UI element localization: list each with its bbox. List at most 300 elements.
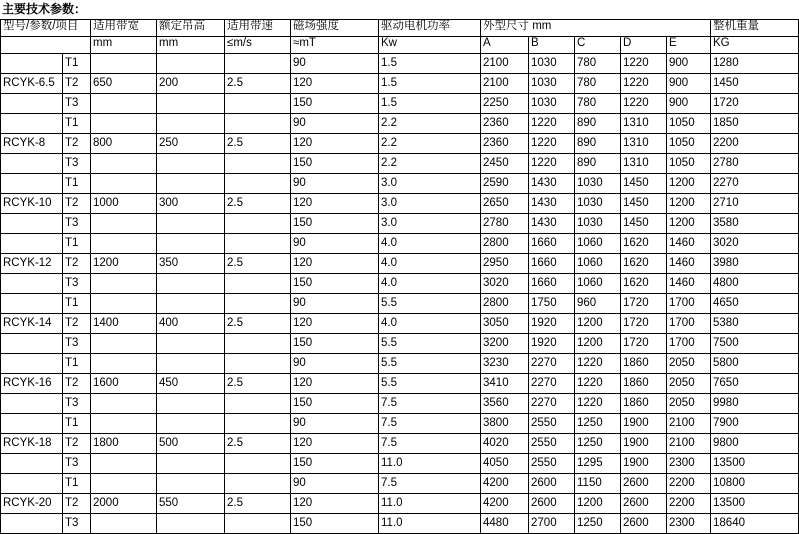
cell-dimension-b: 1430 [529, 174, 575, 194]
cell-dimension-a: 3230 [481, 354, 529, 374]
cell-dimension-a: 3020 [481, 274, 529, 294]
cell-type: T2 [63, 134, 91, 154]
cell-motor-power: 3.0 [379, 214, 481, 234]
cell-motor-power: 5.5 [379, 334, 481, 354]
cell-dimension-a: 2100 [481, 54, 529, 74]
cell-dimension-e: 2200 [667, 474, 711, 494]
cell-total-weight: 5800 [711, 354, 799, 374]
cell-belt-width-blank [91, 234, 157, 254]
cell-lift-height-blank [157, 114, 225, 134]
cell-magnetic-strength: 120 [291, 74, 379, 94]
cell-dimension-a: 2360 [481, 114, 529, 134]
table-row [1, 494, 799, 514]
cell-model-blank [1, 474, 63, 494]
cell-dimension-b: 1220 [529, 114, 575, 134]
cell-dimension-c: 1220 [575, 374, 621, 394]
cell-dimension-a: 2450 [481, 154, 529, 174]
cell-dimension-a: 2250 [481, 94, 529, 114]
cell-dimension-b: 1660 [529, 234, 575, 254]
cell-lift-height: 300 [157, 194, 225, 214]
header-magnetic-strength: 磁场强度 [291, 20, 379, 37]
cell-type: T2 [63, 494, 91, 514]
cell-dimension-a: 4050 [481, 454, 529, 474]
cell-dimension-c: 1200 [575, 494, 621, 514]
cell-dimension-a: 2800 [481, 234, 529, 254]
cell-magnetic-strength: 120 [291, 434, 379, 454]
header-magnetic-strength-units: ≈mT [291, 37, 379, 54]
table-row [1, 154, 799, 174]
table-row [1, 434, 799, 454]
cell-type: T3 [63, 454, 91, 474]
cell-lift-height: 200 [157, 74, 225, 94]
cell-total-weight: 2270 [711, 174, 799, 194]
cell-belt-speed-blank [225, 414, 291, 434]
table-row [1, 374, 799, 394]
cell-lift-height-blank [157, 274, 225, 294]
table-row [1, 274, 799, 294]
cell-lift-height-blank [157, 174, 225, 194]
cell-dimension-d: 1220 [621, 54, 667, 74]
table-row [1, 134, 799, 154]
cell-model: RCYK-6.5 [1, 74, 63, 94]
cell-dimension-d: 1450 [621, 174, 667, 194]
cell-belt-width-blank [91, 354, 157, 374]
cell-magnetic-strength: 90 [291, 474, 379, 494]
cell-motor-power: 2.2 [379, 114, 481, 134]
cell-total-weight: 13500 [711, 494, 799, 514]
cell-dimension-e: 1200 [667, 194, 711, 214]
cell-dimension-d: 1620 [621, 234, 667, 254]
table-row [1, 414, 799, 434]
cell-model-blank [1, 214, 63, 234]
cell-lift-height: 500 [157, 434, 225, 454]
table-header-row-primary [1, 20, 799, 37]
cell-type: T2 [63, 74, 91, 94]
cell-lift-height: 450 [157, 374, 225, 394]
cell-belt-speed: 2.5 [225, 74, 291, 94]
cell-dimension-b: 2700 [529, 514, 575, 534]
cell-motor-power: 11.0 [379, 454, 481, 474]
cell-belt-width-blank [91, 94, 157, 114]
header-lift-height: 额定吊高 [157, 20, 225, 37]
cell-motor-power: 4.0 [379, 274, 481, 294]
cell-model: RCYK-20 [1, 494, 63, 514]
cell-motor-power: 4.0 [379, 314, 481, 334]
cell-dimension-e: 2050 [667, 374, 711, 394]
cell-magnetic-strength: 150 [291, 334, 379, 354]
cell-lift-height-blank [157, 234, 225, 254]
cell-motor-power: 2.2 [379, 154, 481, 174]
cell-motor-power: 7.5 [379, 414, 481, 434]
cell-model-blank [1, 454, 63, 474]
cell-dimension-a: 2100 [481, 74, 529, 94]
cell-dimension-c: 1250 [575, 414, 621, 434]
cell-dimension-c: 1250 [575, 434, 621, 454]
cell-dimension-e: 2050 [667, 394, 711, 414]
cell-model: RCYK-14 [1, 314, 63, 334]
cell-dimension-c: 960 [575, 294, 621, 314]
cell-belt-speed-blank [225, 454, 291, 474]
cell-dimension-a: 2360 [481, 134, 529, 154]
cell-total-weight: 3980 [711, 254, 799, 274]
cell-dimension-b: 1220 [529, 134, 575, 154]
cell-belt-width: 2000 [91, 494, 157, 514]
cell-belt-width-blank [91, 334, 157, 354]
table-row [1, 314, 799, 334]
cell-dimension-d: 1220 [621, 94, 667, 114]
cell-dimension-a: 2800 [481, 294, 529, 314]
cell-magnetic-strength: 150 [291, 214, 379, 234]
cell-dimension-e: 1700 [667, 334, 711, 354]
cell-belt-speed-blank [225, 354, 291, 374]
table-row [1, 74, 799, 94]
cell-total-weight: 1720 [711, 94, 799, 114]
cell-dimension-b: 2270 [529, 394, 575, 414]
cell-dimension-d: 1310 [621, 134, 667, 154]
cell-total-weight: 9800 [711, 434, 799, 454]
cell-dimension-c: 1295 [575, 454, 621, 474]
table-row [1, 334, 799, 354]
cell-lift-height-blank [157, 214, 225, 234]
cell-motor-power: 1.5 [379, 74, 481, 94]
cell-dimension-b: 1030 [529, 74, 575, 94]
table-row [1, 254, 799, 274]
cell-magnetic-strength: 90 [291, 54, 379, 74]
cell-model-blank [1, 334, 63, 354]
cell-belt-speed-blank [225, 234, 291, 254]
cell-model: RCYK-12 [1, 254, 63, 274]
header-model-units [1, 37, 91, 54]
cell-dimension-a: 3800 [481, 414, 529, 434]
cell-model-blank [1, 294, 63, 314]
cell-type: T3 [63, 154, 91, 174]
cell-magnetic-strength: 90 [291, 294, 379, 314]
cell-belt-speed-blank [225, 114, 291, 134]
cell-model-blank [1, 174, 63, 194]
cell-total-weight: 3580 [711, 214, 799, 234]
cell-motor-power: 1.5 [379, 54, 481, 74]
cell-dimension-d: 1720 [621, 314, 667, 334]
cell-dimension-c: 1060 [575, 274, 621, 294]
cell-motor-power: 4.0 [379, 254, 481, 274]
cell-dimension-b: 2600 [529, 474, 575, 494]
cell-lift-height-blank [157, 54, 225, 74]
cell-belt-speed: 2.5 [225, 134, 291, 154]
cell-magnetic-strength: 90 [291, 114, 379, 134]
cell-dimension-a: 2950 [481, 254, 529, 274]
cell-total-weight: 1850 [711, 114, 799, 134]
cell-dimension-b: 1220 [529, 154, 575, 174]
cell-belt-speed-blank [225, 54, 291, 74]
cell-model-blank [1, 514, 63, 534]
cell-total-weight: 1280 [711, 54, 799, 74]
cell-model: RCYK-8 [1, 134, 63, 154]
cell-motor-power: 5.5 [379, 374, 481, 394]
table-row [1, 454, 799, 474]
header-motor-power-units: Kw [379, 37, 481, 54]
cell-total-weight: 2710 [711, 194, 799, 214]
cell-magnetic-strength: 150 [291, 274, 379, 294]
cell-dimension-b: 2270 [529, 374, 575, 394]
cell-magnetic-strength: 90 [291, 354, 379, 374]
cell-belt-speed-blank [225, 154, 291, 174]
cell-total-weight: 13500 [711, 454, 799, 474]
cell-total-weight: 4800 [711, 274, 799, 294]
cell-belt-speed-blank [225, 394, 291, 414]
cell-dimension-d: 1900 [621, 414, 667, 434]
cell-belt-width: 1800 [91, 434, 157, 454]
cell-magnetic-strength: 150 [291, 454, 379, 474]
cell-dimension-b: 1920 [529, 334, 575, 354]
cell-dimension-e: 2300 [667, 514, 711, 534]
cell-type: T2 [63, 374, 91, 394]
cell-belt-width: 650 [91, 74, 157, 94]
cell-model-blank [1, 354, 63, 374]
cell-model: RCYK-16 [1, 374, 63, 394]
cell-belt-speed: 2.5 [225, 434, 291, 454]
table-row [1, 94, 799, 114]
cell-magnetic-strength: 150 [291, 514, 379, 534]
cell-motor-power: 2.2 [379, 134, 481, 154]
cell-motor-power: 7.5 [379, 394, 481, 414]
cell-total-weight: 4650 [711, 294, 799, 314]
cell-lift-height-blank [157, 354, 225, 374]
cell-type: T1 [63, 414, 91, 434]
cell-belt-width: 800 [91, 134, 157, 154]
cell-dimension-e: 1050 [667, 134, 711, 154]
cell-model-blank [1, 234, 63, 254]
cell-total-weight: 3020 [711, 234, 799, 254]
cell-type: T2 [63, 254, 91, 274]
cell-type: T1 [63, 294, 91, 314]
cell-belt-width-blank [91, 114, 157, 134]
cell-motor-power: 11.0 [379, 494, 481, 514]
cell-magnetic-strength: 150 [291, 154, 379, 174]
header-dimensions-group: 外型尺寸 mm [481, 20, 711, 37]
header-dimension-e: E [667, 37, 711, 54]
cell-model: RCYK-10 [1, 194, 63, 214]
cell-belt-width-blank [91, 294, 157, 314]
cell-dimension-a: 3410 [481, 374, 529, 394]
cell-belt-speed: 2.5 [225, 494, 291, 514]
cell-dimension-c: 780 [575, 94, 621, 114]
table-row [1, 174, 799, 194]
header-belt-width-units: mm [91, 37, 157, 54]
header-dimension-c: C [575, 37, 621, 54]
cell-motor-power: 1.5 [379, 94, 481, 114]
cell-dimension-b: 2550 [529, 434, 575, 454]
cell-dimension-e: 1700 [667, 314, 711, 334]
header-belt-speed: 适用带速 [225, 20, 291, 37]
cell-total-weight: 1450 [711, 74, 799, 94]
cell-dimension-d: 1720 [621, 294, 667, 314]
cell-dimension-c: 780 [575, 74, 621, 94]
cell-total-weight: 9980 [711, 394, 799, 414]
cell-dimension-d: 1900 [621, 454, 667, 474]
cell-type: T3 [63, 334, 91, 354]
cell-belt-width-blank [91, 474, 157, 494]
header-belt-width: 适用带宽 [91, 20, 157, 37]
cell-magnetic-strength: 120 [291, 194, 379, 214]
cell-magnetic-strength: 120 [291, 134, 379, 154]
cell-type: T3 [63, 214, 91, 234]
cell-lift-height-blank [157, 334, 225, 354]
cell-type: T1 [63, 234, 91, 254]
cell-dimension-c: 890 [575, 134, 621, 154]
cell-dimension-c: 780 [575, 54, 621, 74]
cell-motor-power: 3.0 [379, 194, 481, 214]
cell-dimension-c: 890 [575, 114, 621, 134]
cell-dimension-e: 2100 [667, 414, 711, 434]
cell-dimension-e: 900 [667, 74, 711, 94]
cell-belt-speed: 2.5 [225, 254, 291, 274]
cell-total-weight: 2780 [711, 154, 799, 174]
cell-dimension-c: 1220 [575, 394, 621, 414]
cell-belt-width-blank [91, 154, 157, 174]
cell-model-blank [1, 54, 63, 74]
cell-total-weight: 7500 [711, 334, 799, 354]
cell-dimension-c: 1200 [575, 314, 621, 334]
cell-belt-width: 1000 [91, 194, 157, 214]
cell-motor-power: 5.5 [379, 354, 481, 374]
cell-dimension-e: 1050 [667, 114, 711, 134]
cell-belt-speed-blank [225, 214, 291, 234]
cell-dimension-d: 1220 [621, 74, 667, 94]
cell-dimension-c: 1030 [575, 214, 621, 234]
cell-magnetic-strength: 90 [291, 234, 379, 254]
table-row [1, 354, 799, 374]
page-title: 主要技术参数： [2, 2, 87, 16]
cell-type: T1 [63, 54, 91, 74]
cell-model-blank [1, 414, 63, 434]
cell-dimension-c: 1220 [575, 354, 621, 374]
cell-dimension-d: 1620 [621, 274, 667, 294]
cell-dimension-c: 1200 [575, 334, 621, 354]
cell-type: T2 [63, 434, 91, 454]
cell-lift-height-blank [157, 514, 225, 534]
cell-dimension-d: 1900 [621, 434, 667, 454]
cell-dimension-b: 1430 [529, 194, 575, 214]
cell-magnetic-strength: 120 [291, 494, 379, 514]
cell-dimension-e: 1460 [667, 234, 711, 254]
cell-total-weight: 2200 [711, 134, 799, 154]
cell-magnetic-strength: 120 [291, 314, 379, 334]
cell-magnetic-strength: 150 [291, 94, 379, 114]
cell-model: RCYK-18 [1, 434, 63, 454]
cell-lift-height: 400 [157, 314, 225, 334]
cell-motor-power: 7.5 [379, 474, 481, 494]
cell-belt-width: 1600 [91, 374, 157, 394]
cell-lift-height-blank [157, 414, 225, 434]
table-row [1, 234, 799, 254]
cell-belt-width-blank [91, 514, 157, 534]
cell-lift-height-blank [157, 394, 225, 414]
cell-type: T1 [63, 354, 91, 374]
cell-lift-height-blank [157, 94, 225, 114]
cell-dimension-a: 3560 [481, 394, 529, 414]
cell-dimension-e: 2300 [667, 454, 711, 474]
cell-dimension-e: 2100 [667, 434, 711, 454]
cell-lift-height: 350 [157, 254, 225, 274]
header-model: 型号/参数/项目 [1, 20, 91, 37]
cell-motor-power: 3.0 [379, 174, 481, 194]
cell-dimension-c: 1060 [575, 254, 621, 274]
cell-dimension-e: 1700 [667, 294, 711, 314]
table-row [1, 514, 799, 534]
cell-motor-power: 4.0 [379, 234, 481, 254]
cell-model-blank [1, 274, 63, 294]
header-total-weight: 整机重量 [711, 20, 799, 37]
cell-dimension-d: 2600 [621, 494, 667, 514]
cell-dimension-b: 2550 [529, 414, 575, 434]
cell-dimension-e: 1460 [667, 274, 711, 294]
cell-dimension-a: 3200 [481, 334, 529, 354]
cell-dimension-e: 1200 [667, 214, 711, 234]
cell-dimension-b: 1660 [529, 254, 575, 274]
cell-dimension-e: 900 [667, 94, 711, 114]
table-row [1, 54, 799, 74]
cell-type: T3 [63, 274, 91, 294]
cell-dimension-d: 1860 [621, 354, 667, 374]
cell-lift-height-blank [157, 294, 225, 314]
cell-dimension-e: 1460 [667, 254, 711, 274]
table-row [1, 194, 799, 214]
cell-dimension-b: 1660 [529, 274, 575, 294]
cell-dimension-a: 2590 [481, 174, 529, 194]
cell-belt-speed-blank [225, 174, 291, 194]
cell-lift-height-blank [157, 454, 225, 474]
cell-dimension-d: 1450 [621, 214, 667, 234]
cell-belt-width-blank [91, 394, 157, 414]
cell-dimension-a: 2650 [481, 194, 529, 214]
cell-type: T3 [63, 394, 91, 414]
cell-dimension-a: 4200 [481, 494, 529, 514]
cell-lift-height: 550 [157, 494, 225, 514]
header-belt-speed-units: ≤m/s [225, 37, 291, 54]
cell-type: T1 [63, 174, 91, 194]
header-total-weight-units: KG [711, 37, 799, 54]
cell-belt-width: 1200 [91, 254, 157, 274]
cell-belt-width-blank [91, 454, 157, 474]
cell-belt-speed-blank [225, 294, 291, 314]
cell-dimension-a: 4200 [481, 474, 529, 494]
cell-type: T3 [63, 514, 91, 534]
cell-belt-width: 1400 [91, 314, 157, 334]
table-row [1, 114, 799, 134]
cell-dimension-e: 2050 [667, 354, 711, 374]
cell-type: T3 [63, 94, 91, 114]
cell-dimension-d: 2600 [621, 474, 667, 494]
cell-lift-height-blank [157, 154, 225, 174]
cell-belt-speed: 2.5 [225, 374, 291, 394]
cell-model-blank [1, 94, 63, 114]
cell-dimension-c: 1060 [575, 234, 621, 254]
cell-dimension-c: 1030 [575, 174, 621, 194]
cell-dimension-c: 1030 [575, 194, 621, 214]
cell-dimension-e: 900 [667, 54, 711, 74]
cell-motor-power: 11.0 [379, 514, 481, 534]
header-lift-height-units: mm [157, 37, 225, 54]
cell-belt-width-blank [91, 54, 157, 74]
header-dimension-a: A [481, 37, 529, 54]
cell-belt-width-blank [91, 214, 157, 234]
cell-dimension-b: 2550 [529, 454, 575, 474]
cell-dimension-b: 1750 [529, 294, 575, 314]
cell-belt-speed: 2.5 [225, 314, 291, 334]
cell-magnetic-strength: 90 [291, 414, 379, 434]
cell-dimension-d: 2600 [621, 514, 667, 534]
cell-magnetic-strength: 150 [291, 394, 379, 414]
